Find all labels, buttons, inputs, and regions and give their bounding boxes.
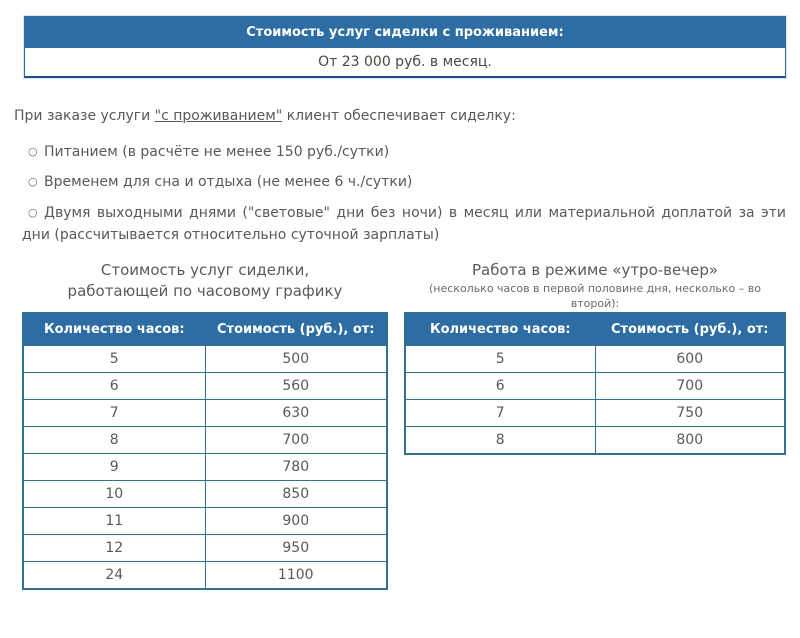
table-row xyxy=(23,454,387,481)
morning-evening-table-title xyxy=(404,258,786,312)
live-in-price-banner xyxy=(24,16,786,78)
provisions-list xyxy=(14,142,786,247)
table-row xyxy=(23,400,387,427)
banner-price-value: От 23 000 руб. в месяц. xyxy=(25,48,785,76)
price-column-header: Стоимость (руб.), от: xyxy=(205,313,387,346)
price-cell: 700 xyxy=(205,427,387,454)
intro-paragraph xyxy=(14,107,786,127)
title-line: работающей по часовому графику xyxy=(67,281,343,300)
table-row xyxy=(23,535,387,562)
morning-evening-price-table xyxy=(404,312,786,455)
hours-cell: 9 xyxy=(23,454,205,481)
live-in-link[interactable]: "с проживанием" xyxy=(154,108,283,124)
intro-suffix: клиент обеспечивает сиделку: xyxy=(282,108,516,124)
hours-cell: 7 xyxy=(23,400,205,427)
pricing-page xyxy=(0,16,800,638)
table-row xyxy=(23,373,387,400)
hours-cell: 5 xyxy=(23,346,205,373)
list-item xyxy=(14,172,786,194)
title-subtitle: (несколько часов в первой половине дня, несколько – во второй): xyxy=(429,281,761,310)
table-row xyxy=(23,427,387,454)
hours-column-header: Количество часов: xyxy=(23,313,205,346)
table-row xyxy=(23,346,387,373)
table-header-row xyxy=(405,313,785,346)
price-cell: 1100 xyxy=(205,562,387,590)
hours-cell: 12 xyxy=(23,535,205,562)
hours-column-header: Количество часов: xyxy=(405,313,595,346)
hours-cell: 7 xyxy=(405,400,595,427)
table-row xyxy=(405,400,785,427)
hourly-price-table xyxy=(22,312,388,590)
circle-bullet-icon: ○ xyxy=(28,205,38,219)
price-cell: 750 xyxy=(595,400,785,427)
title-line: Стоимость услуг сиделки, xyxy=(100,261,310,280)
morning-evening-table-column xyxy=(404,258,786,590)
price-cell: 560 xyxy=(205,373,387,400)
price-cell: 600 xyxy=(595,346,785,373)
price-cell: 630 xyxy=(205,400,387,427)
list-item-text: Временем для сна и отдыха (не менее 6 ч./сутки) xyxy=(44,174,413,191)
table-row xyxy=(23,508,387,535)
table-header-row xyxy=(23,313,387,346)
table-row xyxy=(23,481,387,508)
circle-bullet-icon: ○ xyxy=(28,175,38,189)
banner-title: Стоимость услуг сиделки с проживанием: xyxy=(25,17,785,48)
price-cell: 780 xyxy=(205,454,387,481)
price-column-header: Стоимость (руб.), от: xyxy=(595,313,785,346)
hours-cell: 11 xyxy=(23,508,205,535)
table-row xyxy=(405,427,785,455)
hours-cell: 10 xyxy=(23,481,205,508)
price-cell: 500 xyxy=(205,346,387,373)
circle-bullet-icon: ○ xyxy=(28,144,38,158)
list-item xyxy=(14,203,786,246)
table-row xyxy=(405,346,785,373)
list-item-text: Питанием (в расчёте не менее 150 руб./сутки) xyxy=(44,143,390,160)
hours-cell: 24 xyxy=(23,562,205,590)
hours-cell: 8 xyxy=(23,427,205,454)
list-item xyxy=(14,142,786,164)
intro-prefix: При заказе услуги xyxy=(14,108,155,124)
hours-cell: 6 xyxy=(405,373,595,400)
hourly-table-title xyxy=(22,258,388,312)
title-line: Работа в режиме «утро-вечер» xyxy=(471,261,719,280)
hours-cell: 6 xyxy=(23,373,205,400)
price-cell: 850 xyxy=(205,481,387,508)
hours-cell: 5 xyxy=(405,346,595,373)
table-row xyxy=(23,562,387,590)
price-cell: 700 xyxy=(595,373,785,400)
price-cell: 900 xyxy=(205,508,387,535)
list-item-text: Двумя выходными днями ("световые" дни без ночи) в месяц или материальной доплатой за эти дни (рассчитывается относительно суточной зарплаты) xyxy=(22,204,786,243)
table-row xyxy=(405,373,785,400)
hourly-table-column xyxy=(22,258,388,590)
hours-cell: 8 xyxy=(405,427,595,455)
price-cell: 950 xyxy=(205,535,387,562)
price-cell: 800 xyxy=(595,427,785,455)
pricing-tables-section xyxy=(22,258,786,590)
